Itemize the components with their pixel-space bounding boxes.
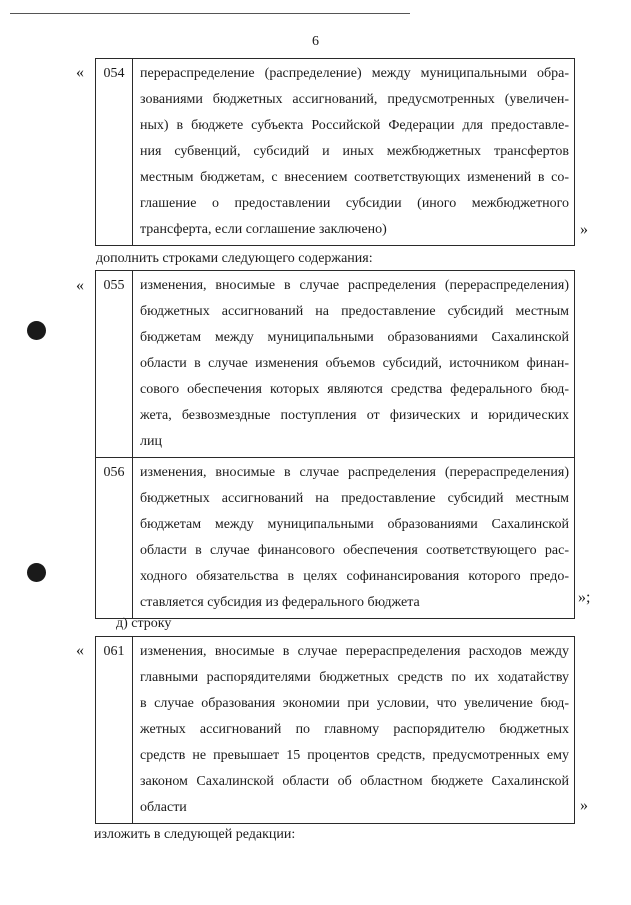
- text-line: законом Сахалинской области об областном бюджете Сахалинской: [140, 774, 569, 789]
- binder-hole-lower: [27, 563, 46, 582]
- text-line: изменения, вносимые в случае распределения (перераспределения): [140, 465, 569, 480]
- row-text: [140, 458, 569, 618]
- quote-open-061: «: [76, 642, 84, 659]
- row-text: [140, 271, 569, 457]
- row-text: [140, 637, 569, 823]
- text-line: в случае образования экономии при условии, что увеличение бюд-: [140, 696, 569, 711]
- quote-open-055: «: [76, 277, 84, 294]
- text-line: бюджетных ассигнований на предоставление субсидий местным: [140, 304, 569, 319]
- text-line: жета, безвозмездные поступления от физических и юридических: [140, 408, 569, 423]
- text-line: жетных ассигнований по главному распорядителю бюджетных: [140, 722, 569, 737]
- text-line: ставляется субсидия из федерального бюджета: [140, 595, 420, 610]
- text-line: ния субвенций, субсидий и иных межбюджетных трансфертов: [140, 144, 569, 159]
- table-row-061: [96, 637, 574, 823]
- text-line: изменения, вносимые в случае распределения (перераспределения): [140, 278, 569, 293]
- paragraph-new-edition: изложить в следующей редакции:: [94, 827, 296, 842]
- text-line: области в случае финансового обеспечения соответствующего рас-: [140, 543, 569, 558]
- quote-close-056: »;: [578, 589, 591, 606]
- text-line: области в случае изменения объемов субсидий, источником финан-: [140, 356, 569, 371]
- paragraph-row-ref: д) строку: [116, 616, 172, 631]
- table-row-056: [96, 457, 574, 618]
- page-number: 6: [312, 34, 319, 49]
- table-055-056: [95, 270, 575, 619]
- row-code: 054: [96, 59, 133, 245]
- text-line: сового обеспечения которых являются средства федерального бюд-: [140, 382, 569, 397]
- text-line: лиц: [140, 434, 162, 449]
- text-line: перераспределение (распределение) между муниципальными обра-: [140, 66, 569, 81]
- text-line: зованиями бюджетных ассигнований, предусмотренных (увеличен-: [140, 92, 569, 107]
- row-text: [140, 59, 569, 245]
- text-line: ных) в бюджете субъекта Российской Федерации для предоставле-: [140, 118, 569, 133]
- table-row-054: [96, 59, 574, 245]
- text-line: средств не превышает 15 процентов средств, предусмотренных ему: [140, 748, 569, 763]
- text-line: бюджетам между муниципальными образованиями Сахалинской: [140, 330, 569, 345]
- row-code: 056: [96, 458, 133, 618]
- text-line: трансферта, если соглашение заключено): [140, 222, 387, 237]
- binder-hole-upper: [27, 321, 46, 340]
- text-line: главными распорядителями бюджетных средств по их ходатайству: [140, 670, 569, 685]
- table-row-055: [96, 271, 574, 457]
- row-code: 055: [96, 271, 133, 457]
- top-border-line: [10, 13, 410, 14]
- table-054: [95, 58, 575, 246]
- text-line: области: [140, 800, 187, 815]
- quote-close-054: »: [580, 221, 588, 238]
- paragraph-add-rows: дополнить строками следующего содержания:: [96, 251, 373, 266]
- quote-close-061: »: [580, 797, 588, 814]
- row-code: 061: [96, 637, 133, 823]
- text-line: изменения, вносимые в случае перераспределения расходов между: [140, 644, 569, 659]
- text-line: бюджетам между муниципальными образованиями Сахалинской: [140, 517, 569, 532]
- quote-open-054: «: [76, 64, 84, 81]
- text-line: местным бюджетам, с внесением соответствующих изменений в со-: [140, 170, 569, 185]
- text-line: глашение о предоставлении субсидии (иного межбюджетного: [140, 196, 569, 211]
- text-line: ходного обязательства в целях софинансирования которого предо-: [140, 569, 569, 584]
- text-line: бюджетных ассигнований на предоставление субсидий местным: [140, 491, 569, 506]
- table-061: [95, 636, 575, 824]
